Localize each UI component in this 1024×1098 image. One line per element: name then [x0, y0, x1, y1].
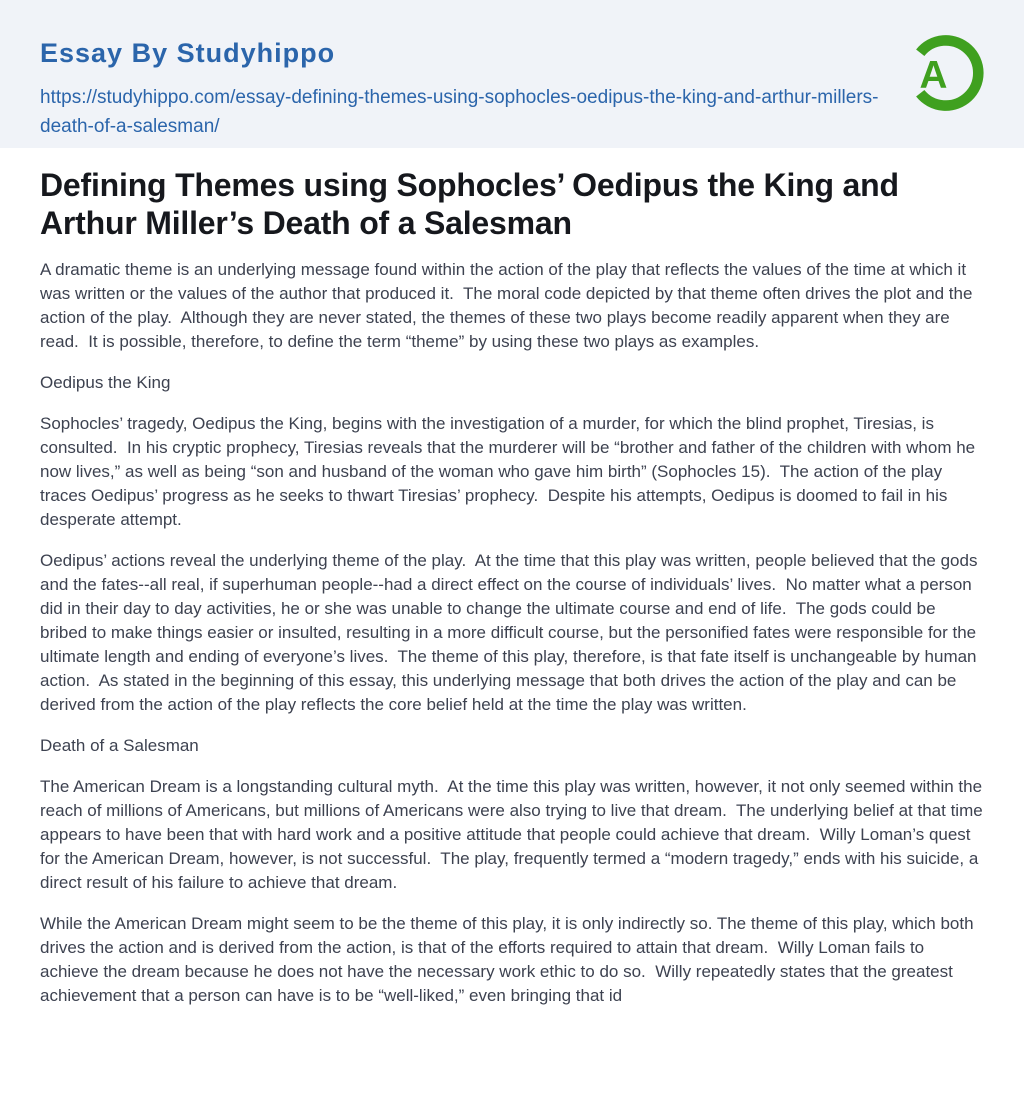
site-title: Essay By Studyhippo: [40, 38, 336, 68]
section-heading-oedipus-the-king: Oedipus the King: [40, 373, 171, 392]
studyhippo-logo-icon: [900, 26, 988, 120]
essay-paragraph-oedipus-1: Sophocles’ tragedy, Oedipus the King, begins with the investigation of a murder, for which the blind prophet, Tiresias, is consulted. In his cryptic prophecy, Tiresias reveals that the murderer will be “brother and father of the children with whom he now lives,” as well as being “son and husband of the woman who gave him birth” (Sophocles 15). The action of the play traces Oedipus’ progress as he seeks to thwart Tiresias’ prophecy. Despite his attempts, Oedipus is doomed to fail in his desperate attempt.: [40, 414, 980, 529]
essay-content: [0, 148, 1024, 1008]
essay-paragraph-oedipus-2: Oedipus’ actions reveal the underlying theme of the play. At the time that this play was written, people believed that the gods and the fates--all real, if superhuman people--had a direct effect on the course of individuals’ lives. No matter what a person did in their day to day activities, he or she was unable to change the ultimate course and end of life. The gods could be bribed to make things easier or insulted, resulting in a more difficult course, but the personified fates were responsible for the ultimate length and ending of everyone’s lives. The theme of this play, therefore, is that fate itself is unchangeable by human action. As stated in the beginning of this essay, this underlying message that both drives the action of the play and can be derived from the action of the play reflects the core belief held at the time the play was written.: [40, 551, 983, 714]
essay-paragraph-salesman-1: The American Dream is a longstanding cultural myth. At the time this play was written, however, it not only seemed within the reach of millions of Americans, but millions of Americans were also trying to live that dream. The underlying belief at that time appears to have been that with hard work and a positive attitude that people could achieve that dream. Willy Loman’s quest for the American Dream, however, is not successful. The play, frequently termed a “modern tragedy,” ends with his suicide, a direct result of his failure to achieve that dream.: [40, 777, 988, 892]
essay-paragraph-intro: A dramatic theme is an underlying message found within the action of the play that reflects the values of the time at which it was written or the values of the author that produced it. The moral code depicted by that theme often drives the plot and the action of the play. Although they are never stated, the themes of these two plays become readily apparent when they are read. It is possible, therefore, to define the term “theme” by using these two plays as examples.: [40, 260, 978, 351]
section-heading-death-of-a-salesman: Death of a Salesman: [40, 736, 199, 755]
page-header: [0, 0, 1024, 148]
essay-paragraph-salesman-2-truncated: While the American Dream might seem to be the theme of this play, it is only indirectly so. The theme of this play, which both drives the action and is derived from the action, is that of the efforts required to attain that dream. Willy Loman fails to achieve the dream because he does not have the necessary work ethic to do so. Willy repeatedly states that the greatest achievement that a person can have is to be “well-liked,” even bringing that id: [40, 914, 979, 1005]
logo-letter: A: [919, 53, 948, 97]
page-url-link[interactable]: https://studyhippo.com/essay-defining-themes-using-sophocles-oedipus-the-king-and-arthur-millers-death-of-a-salesman/: [40, 87, 879, 137]
essay-title: Defining Themes using Sophocles’ Oedipus the King and Arthur Miller’s Death of a Salesman: [40, 167, 899, 241]
